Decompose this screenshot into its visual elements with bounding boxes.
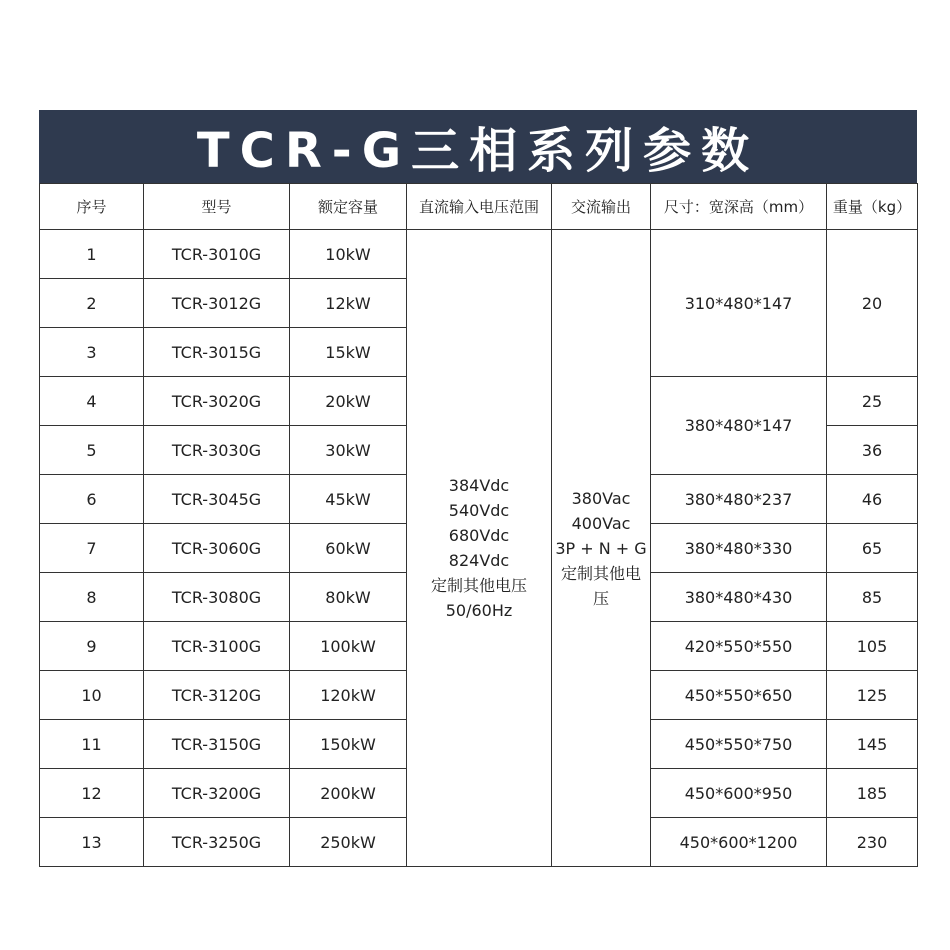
row-no: 3 [40,328,144,377]
row-no: 10 [40,671,144,720]
row-model: TCR-3100G [144,622,290,671]
header-dc-input: 直流输入电压范围 [407,184,552,230]
dimensions-cell: 380*480*147 [651,377,827,475]
weight-cell: 46 [827,475,918,524]
row-capacity: 30kW [290,426,407,475]
dimensions-cell: 420*550*550 [651,622,827,671]
row-capacity: 200kW [290,769,407,818]
dimensions-cell: 380*480*430 [651,573,827,622]
row-capacity: 12kW [290,279,407,328]
row-no: 2 [40,279,144,328]
weight-cell: 145 [827,720,918,769]
row-no: 11 [40,720,144,769]
table-row [40,230,918,279]
dimensions-cell: 450*550*650 [651,671,827,720]
ac-output-line: 3P + N + G [555,538,647,558]
table-header-row [40,184,918,230]
ac-output-line: 380Vac [571,488,631,508]
row-capacity: 150kW [290,720,407,769]
dc-input-line: 540Vdc [448,501,510,520]
dc-input-cell [407,230,552,867]
row-capacity: 10kW [290,230,407,279]
header-capacity: 额定容量 [290,184,407,230]
header-model: 型号 [144,184,290,230]
ac-output-line: 压 [592,588,609,608]
dimensions-cell: 450*600*1200 [651,818,827,867]
header-weight: 重量（kg） [827,184,918,230]
row-capacity: 100kW [290,622,407,671]
row-model: TCR-3080G [144,573,290,622]
row-no: 4 [40,377,144,426]
row-model: TCR-3020G [144,377,290,426]
row-model: TCR-3010G [144,230,290,279]
row-no: 8 [40,573,144,622]
ac-output-cell [552,230,651,867]
row-capacity: 120kW [290,671,407,720]
dimensions-cell: 380*480*330 [651,524,827,573]
dc-input-line: 定制其他电压 [430,576,527,595]
row-capacity: 60kW [290,524,407,573]
header-dimensions: 尺寸：宽深高（mm） [651,184,827,230]
dimensions-cell: 380*480*237 [651,475,827,524]
row-capacity: 45kW [290,475,407,524]
row-no: 1 [40,230,144,279]
row-capacity: 20kW [290,377,407,426]
row-model: TCR-3045G [144,475,290,524]
row-model: TCR-3012G [144,279,290,328]
row-capacity: 80kW [290,573,407,622]
row-model: TCR-3060G [144,524,290,573]
dc-input-line: 384Vdc [448,476,510,495]
spec-sheet [39,110,917,867]
dc-input-line: 824Vdc [448,551,510,570]
dc-input-line: 680Vdc [448,526,510,545]
row-no: 6 [40,475,144,524]
weight-cell: 185 [827,769,918,818]
weight-cell: 65 [827,524,918,573]
parameter-table [39,183,918,867]
weight-cell: 125 [827,671,918,720]
dimensions-cell: 450*600*950 [651,769,827,818]
weight-cell: 36 [827,426,918,475]
weight-cell: 105 [827,622,918,671]
row-no: 13 [40,818,144,867]
dimensions-cell: 450*550*750 [651,720,827,769]
ac-output-line: 400Vac [571,513,631,533]
row-no: 12 [40,769,144,818]
row-capacity: 15kW [290,328,407,377]
header-no: 序号 [40,184,144,230]
row-no: 7 [40,524,144,573]
dimensions-cell: 310*480*147 [651,230,827,377]
weight-cell: 230 [827,818,918,867]
page-title: TCR-G三相系列参数 [39,110,917,183]
ac-output-line: 定制其他电 [560,563,641,583]
row-model: TCR-3200G [144,769,290,818]
row-capacity: 250kW [290,818,407,867]
row-model: TCR-3250G [144,818,290,867]
weight-cell: 25 [827,377,918,426]
row-no: 5 [40,426,144,475]
header-ac-output: 交流输出 [552,184,651,230]
dc-input-line: 50/60Hz [445,601,513,620]
weight-cell: 85 [827,573,918,622]
row-model: TCR-3150G [144,720,290,769]
row-model: TCR-3030G [144,426,290,475]
weight-cell: 20 [827,230,918,377]
row-model: TCR-3015G [144,328,290,377]
row-no: 9 [40,622,144,671]
row-model: TCR-3120G [144,671,290,720]
